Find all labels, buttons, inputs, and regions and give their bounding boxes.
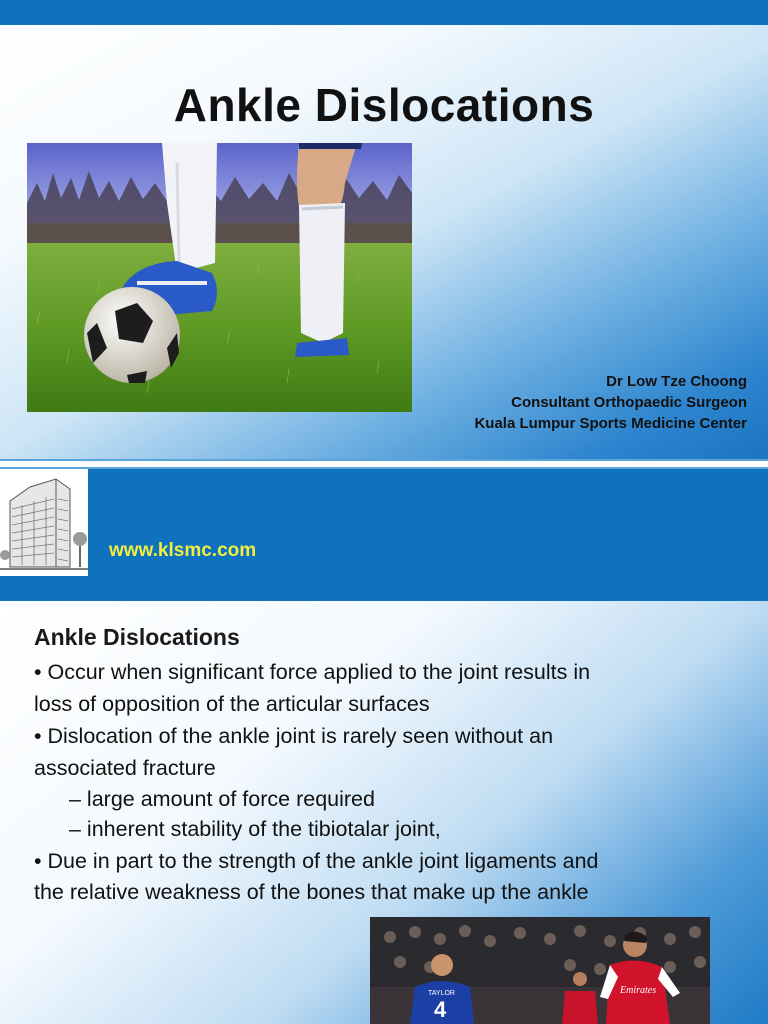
bullet-line: associated fracture [34,756,216,780]
bullet-line: • Dislocation of the ankle joint is rarely seen without an [34,724,554,748]
soccer-ball-photo [27,143,412,412]
top-bar [0,0,768,25]
bullet-line: • Occur when significant force applied to the joint results in [34,660,591,684]
author-name: Dr Low Tze Choong [606,373,747,390]
sub-bullet-line: – inherent stability of the tibiotalar joint, [69,817,441,841]
slide-title: Ankle Dislocations [173,79,595,131]
bullet-line: the relative weakness of the bones that make up the ankle [34,880,589,904]
site-banner [0,469,768,601]
building-logo [0,469,88,576]
bullet-line: loss of opposition of the articular surfaces [34,692,430,716]
author-role: Consultant Orthopaedic Surgeon [511,394,747,411]
building-icon [0,469,88,576]
jersey-number: 4 [434,997,447,1022]
author-organization: Kuala Lumpur Sports Medicine Center [474,415,747,432]
bullet-line: • Due in part to the strength of the ankle joint ligaments and [34,849,599,873]
sub-bullet-line: – large amount of force required [69,787,375,811]
jersey-name: TAYLOR [428,990,455,997]
slide-divider [0,459,768,469]
website-link[interactable]: www.klsmc.com [109,540,257,561]
sponsor-text: Emirates [620,985,657,996]
football-players-photo [370,917,710,1024]
slide-heading: Ankle Dislocations [34,624,240,650]
